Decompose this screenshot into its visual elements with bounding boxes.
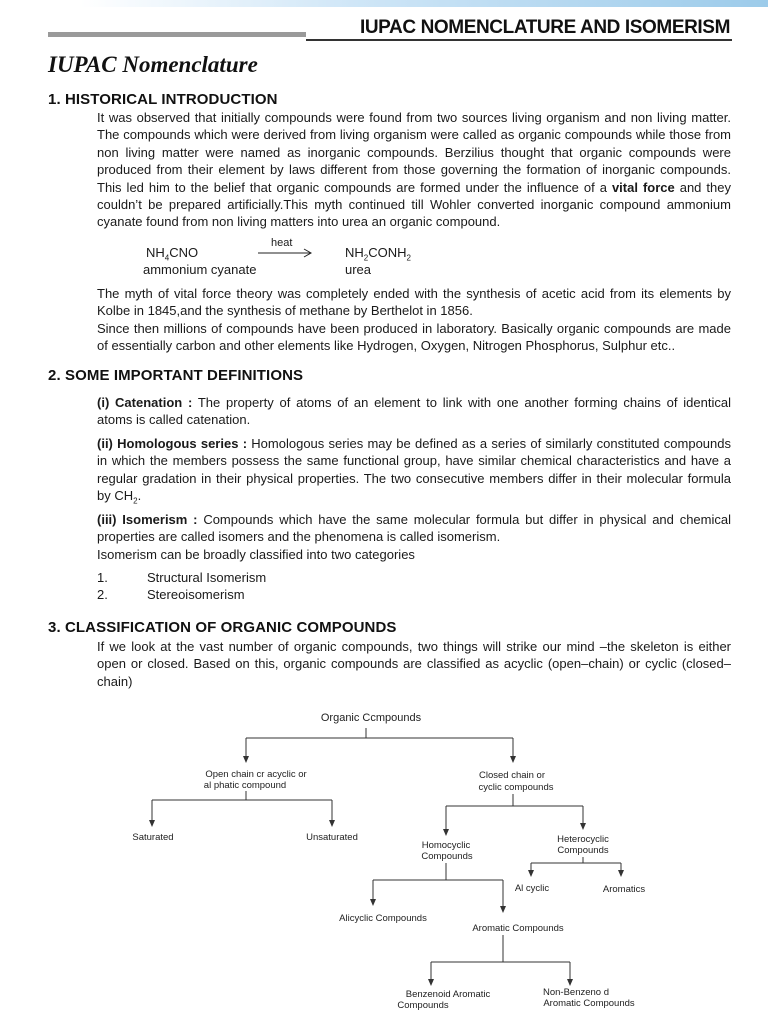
section-heading-historical: 1. HISTORICAL INTRODUCTION — [48, 91, 278, 108]
reactant-name: ammonium cyanate — [143, 262, 257, 277]
tree-node-aromatic-compounds: Aromatic Compounds — [472, 923, 564, 934]
list-item-stereo: Stereoisomerism — [147, 587, 245, 602]
section-heading-definitions: 2. SOME IMPORTANT DEFINITIONS — [48, 367, 304, 384]
top-gradient-bar — [80, 0, 768, 7]
tree-node-alicyclic-hetero: Al cyclic — [514, 883, 550, 894]
tree-node-alicyclic-compounds: Alicyclic Compounds — [339, 913, 427, 924]
isomerism-categories-text: Isomerism can be broadly classified into two categories — [97, 546, 415, 562]
tree-node-nonbenzenoid-2: Aromatic Compounds — [543, 998, 635, 1009]
header-rule — [48, 32, 306, 37]
tree-node-aromatics: Aromatics — [602, 884, 646, 895]
classification-paragraph: If we look at the vast number of organic compounds, two things will strike our mind –the skeleton is either open or closed. Based on this, organic compounds are classified as acyclic (open–chain) or cyclic (closed–chain) — [97, 639, 731, 689]
tree-node-homocyclic-2: Compounds — [421, 851, 473, 862]
list-item-number: 1. — [97, 570, 108, 585]
historical-text: It was observed that initially compounds were found from two sources living organism and non living matter. The compounds which were derived from living organism were called as organic compounds while those from non living matter were named as inorganic compounds. Berzilius thought that organic compounds were produced from their element by laws different from those governing the formation of inorganic compounds. This led him to the belief that organic compounds are formed under the influence of a — [97, 110, 731, 195]
catenation-label: (i) Catenation : — [97, 395, 193, 410]
historical-text-cont: and they couldn’t be prepared artificially.This myth continued till Wohler converted inorganic compound ammonium cyanate found from non living matters into urea an organic compound. — [97, 179, 731, 230]
definition-isomerism — [97, 511, 731, 563]
definition-catenation — [97, 394, 731, 429]
tree-node-homocyclic: Homocyclic — [421, 840, 471, 851]
list-item-number: 2. — [97, 587, 108, 602]
tree-node-benzenoid: Benzenoid Aromatic — [405, 989, 491, 1000]
homologous-label: (ii) Homologous series : — [97, 436, 248, 451]
tree-node-nonbenzenoid: Non-Benzeno d — [542, 987, 610, 998]
isomerism-label: (iii) Isomerism : — [97, 512, 198, 527]
tree-node-closed-chain-2: cyclic compounds — [478, 782, 554, 793]
definition-homologous: (ii) Homologous series : Homologous series may be defined as a series of similarly constituted compounds in which the members possess the same functional group, have similar chemical characteristics and have a regular gradation in their physical properties. The two consecutive members differ in their molecular formula by $CH_2$. — [97, 436, 731, 506]
tree-node-unsaturated: Unsaturated — [306, 832, 358, 843]
page-title: IUPAC Nomenclature — [48, 52, 258, 77]
vital-force-term: vital force — [611, 179, 675, 195]
reaction-arrow-icon — [258, 248, 313, 258]
reactant-formula: $NH_4CNO$ — [146, 245, 199, 263]
tree-node-root: Organic Ccmpounds — [320, 712, 422, 724]
historical-paragraph — [97, 109, 731, 231]
header-underline — [306, 39, 732, 41]
homologous-text: Homologous series may be defined as a series of similarly constituted compounds in which the members possess the same functional group, have similar chemical characteristics and have a regular gradation in their physical properties. The two consecutive members differ in their molecular formula by CH — [97, 436, 731, 504]
reaction-condition: heat — [271, 237, 293, 249]
section-heading-classification: 3. CLASSIFICATION OF ORGANIC COMPOUNDS — [48, 619, 397, 636]
modern-synthesis-paragraph: Since then millions of compounds have been produced in laboratory. Basically organic compounds are made of essentially carbon and other elements like Hydrogen, Oxygen, Nitrogen Phosphorus, Sulphur etc.. — [97, 321, 731, 354]
tree-node-heterocyclic-2: Compounds — [557, 845, 609, 856]
running-header: IUPAC NOMENCLATURE AND ISOMERISM — [359, 17, 730, 38]
product-formula: $NH_2CONH_2$ — [345, 245, 411, 263]
catenation-text: The property of atoms of an element to link with one another forming chains of identical atoms is called catenation. — [97, 395, 731, 428]
tree-node-saturated: Saturated — [132, 832, 174, 843]
list-item-structural: Structural Isomerism — [147, 570, 267, 585]
tree-node-benzenoid-2: Compounds — [397, 1000, 449, 1011]
tree-node-closed-chain: Closed chain or — [478, 770, 546, 781]
tree-node-heterocyclic: Heterocyclic — [557, 834, 609, 845]
classification-tree-diagram — [0, 700, 768, 1024]
tree-node-open-chain: Open chain cr acyclic or — [205, 769, 307, 780]
vital-force-end-paragraph: The myth of vital force theory was completely ended with the synthesis of acetic acid from its elements by Kolbe in 1845,and the synthesis of methane by Berthelot in 1856. — [97, 286, 731, 319]
product-name: urea — [345, 262, 372, 277]
tree-node-open-chain-2: al phatic compound — [203, 780, 287, 791]
isomerism-text: Compounds which have the same molecular formula but differ in physical and chemical properties are called isomers and the phenomena is called isomerism. — [97, 512, 732, 545]
